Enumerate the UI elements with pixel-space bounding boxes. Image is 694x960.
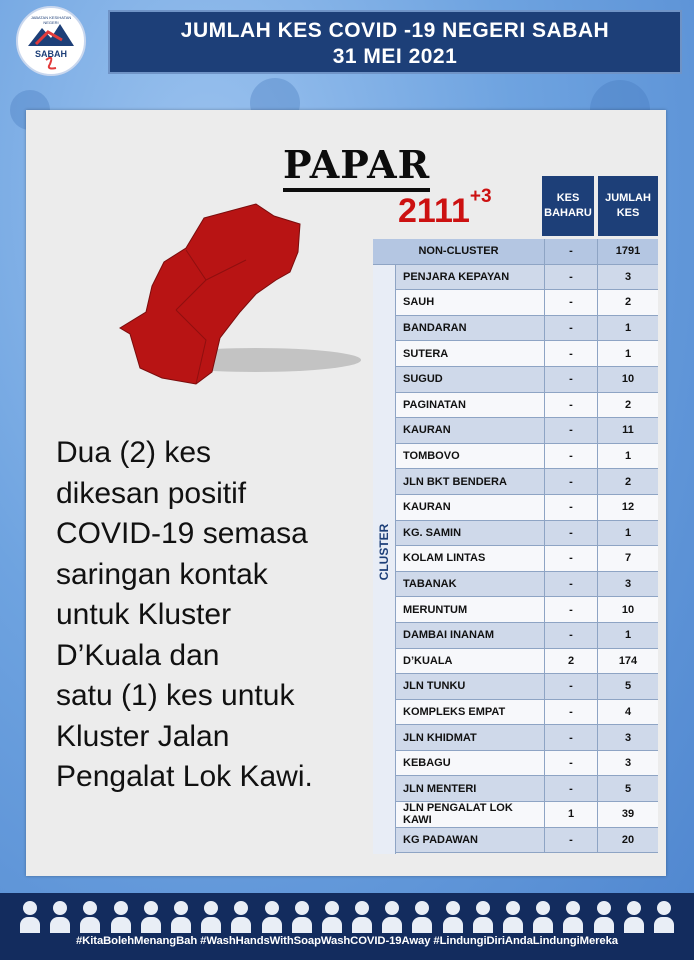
- frontliner-icon: [20, 899, 40, 933]
- cluster-name: PENJARA KEPAYAN: [373, 265, 544, 291]
- new-cases-cell: -: [544, 265, 597, 291]
- description-line: COVID-19 semasa: [56, 517, 308, 550]
- total-cases-cell: 1: [597, 623, 658, 649]
- new-cases-cell: -: [544, 725, 597, 751]
- frontliner-icon: [352, 899, 372, 933]
- cluster-name: D’KUALA: [373, 649, 544, 675]
- table-row: [373, 418, 658, 444]
- new-cases-cell: 2: [544, 649, 597, 675]
- cluster-table: [373, 239, 658, 853]
- table-row: [373, 572, 658, 598]
- frontliner-icon: [654, 899, 674, 933]
- logo-small-text: JABATAN KESIHATAN NEGERI: [30, 15, 72, 25]
- description-line: Pengalat Lok Kawi.: [56, 760, 313, 793]
- header-date: 31 MEI 2021: [332, 45, 458, 68]
- new-cases-cell: 1: [544, 802, 597, 828]
- cluster-name: BANDARAN: [373, 316, 544, 342]
- new-cases-cell: -: [544, 751, 597, 777]
- cluster-name: KAURAN: [373, 495, 544, 521]
- new-cases-cell: -: [544, 393, 597, 419]
- cluster-name: KAURAN: [373, 418, 544, 444]
- description-line: untuk Kluster: [56, 598, 232, 631]
- new-cases-cell: -: [544, 572, 597, 598]
- cluster-name: KOMPLEKS EMPAT: [373, 700, 544, 726]
- total-cases-cell: 2: [597, 290, 658, 316]
- description-line: D’Kuala dan: [56, 638, 220, 672]
- table-row: [373, 341, 658, 367]
- frontliner-icon: [80, 899, 100, 933]
- new-cases-cell: -: [544, 623, 597, 649]
- table-row: [373, 546, 658, 572]
- case-description: [56, 433, 376, 798]
- frontliner-icon: [412, 899, 432, 933]
- table-row: [373, 316, 658, 342]
- frontliner-icon: [533, 899, 553, 933]
- col-header-total: JUMLAH KES: [598, 176, 658, 236]
- new-cases-cell: -: [544, 828, 597, 854]
- table-row: [373, 290, 658, 316]
- table-row: [373, 725, 658, 751]
- frontliner-icon: [563, 899, 583, 933]
- total-cases-cell: 1: [597, 316, 658, 342]
- table-row: [373, 597, 658, 623]
- table-row: [373, 444, 658, 470]
- cluster-name: SAUH: [373, 290, 544, 316]
- cluster-name: PAGINATAN: [373, 393, 544, 419]
- cluster-name: TABANAK: [373, 572, 544, 598]
- col-header-new: KES BAHARU: [542, 176, 594, 236]
- total-cases-cell: 174: [597, 649, 658, 675]
- cluster-name: JLN BKT BENDERA: [373, 469, 544, 495]
- table-row: [373, 521, 658, 547]
- cluster-name: KG. SAMIN: [373, 521, 544, 547]
- frontliner-icon: [594, 899, 614, 933]
- total-cases-cell: 4: [597, 700, 658, 726]
- table-row: [373, 469, 658, 495]
- header-title: JUMLAH KES COVID -19 NEGERI SABAH: [180, 19, 610, 42]
- frontliner-icon: [201, 899, 221, 933]
- new-cases-cell: -: [544, 521, 597, 547]
- description-line: Dua (2) kes: [56, 436, 212, 469]
- table-row: [373, 776, 658, 802]
- total-cases-cell: 11: [597, 418, 658, 444]
- frontliner-icon: [503, 899, 523, 933]
- total-cases-cell: 10: [597, 367, 658, 393]
- frontliner-figures: [20, 899, 674, 935]
- description-line: satu (1) kes untuk: [56, 679, 295, 712]
- description-line: Kluster Jalan: [56, 719, 230, 753]
- frontliner-icon: [624, 899, 644, 933]
- page-header: [108, 10, 682, 74]
- cluster-name: DAMBAI INANAM: [373, 623, 544, 649]
- frontliner-icon: [473, 899, 493, 933]
- district-title: PAPAR: [283, 146, 430, 192]
- frontliner-icon: [141, 899, 161, 933]
- footer-hashtags: #KitaBolehMenangBah #WashHandsWithSoapWashCOVID-19Away #LindungiDiriAndaLindungiMereka: [76, 935, 618, 947]
- new-cases-cell: -: [544, 546, 597, 572]
- frontliner-icon: [50, 899, 70, 933]
- frontliner-icon: [322, 899, 342, 933]
- sabah-health-logo: [16, 6, 86, 76]
- new-cases-cell: -: [544, 700, 597, 726]
- cluster-name: KOLAM LINTAS: [373, 546, 544, 572]
- total-cases-cell: 5: [597, 674, 658, 700]
- frontliner-icon: [382, 899, 402, 933]
- cluster-name: KEBAGU: [373, 751, 544, 777]
- frontliner-icon: [443, 899, 463, 933]
- new-cases-cell: -: [544, 418, 597, 444]
- table-row: [373, 239, 658, 265]
- new-cases-cell: -: [544, 316, 597, 342]
- total-cases-cell: 1: [597, 444, 658, 470]
- total-cases-cell: 3: [597, 265, 658, 291]
- cluster-name: SUGUD: [373, 367, 544, 393]
- description-line: dikesan positif: [56, 476, 247, 510]
- cluster-group-bar: [373, 265, 396, 854]
- new-cases-cell: -: [544, 469, 597, 495]
- table-row: [373, 265, 658, 291]
- district-total: [398, 186, 492, 231]
- table-row: [373, 674, 658, 700]
- cluster-name: KG PADAWAN: [373, 828, 544, 854]
- table-row: [373, 393, 658, 419]
- district-map: [116, 200, 376, 400]
- cluster-name: JLN PENGALAT LOK KAWI: [373, 802, 544, 828]
- cluster-name: JLN MENTERI: [373, 776, 544, 802]
- cluster-name: MERUNTUM: [373, 597, 544, 623]
- total-cases-cell: 3: [597, 751, 658, 777]
- district-panel: [26, 110, 666, 876]
- footer-banner: [0, 893, 694, 960]
- frontliner-icon: [111, 899, 131, 933]
- new-cases-cell: -: [544, 239, 597, 265]
- cluster-label: CLUSTER: [377, 523, 391, 580]
- logo-name: SABAH: [34, 49, 67, 59]
- new-cases-cell: -: [544, 597, 597, 623]
- new-cases-cell: -: [544, 674, 597, 700]
- cluster-name: JLN TUNKU: [373, 674, 544, 700]
- total-cases-cell: 1791: [597, 239, 658, 265]
- total-cases-cell: 3: [597, 725, 658, 751]
- total-cases-cell: 20: [597, 828, 658, 854]
- table-row: [373, 495, 658, 521]
- total-cases-cell: 3: [597, 572, 658, 598]
- new-cases-cell: -: [544, 495, 597, 521]
- total-cases-cell: 2: [597, 469, 658, 495]
- cluster-name: TOMBOVO: [373, 444, 544, 470]
- table-row: [373, 367, 658, 393]
- table-row: [373, 649, 658, 675]
- table-row: [373, 802, 658, 828]
- total-cases-cell: 12: [597, 495, 658, 521]
- table-row: [373, 828, 658, 854]
- total-cases-cell: 1: [597, 341, 658, 367]
- frontliner-icon: [262, 899, 282, 933]
- table-row: [373, 700, 658, 726]
- description-line: saringan kontak: [56, 557, 268, 591]
- frontliner-icon: [231, 899, 251, 933]
- new-cases-cell: -: [544, 367, 597, 393]
- table-row: [373, 751, 658, 777]
- total-cases-cell: 10: [597, 597, 658, 623]
- total-cases-cell: 1: [597, 521, 658, 547]
- new-cases-cell: -: [544, 341, 597, 367]
- total-cases-cell: 39: [597, 802, 658, 828]
- total-cases-cell: 2: [597, 393, 658, 419]
- new-cases: +3: [469, 186, 492, 207]
- new-cases-cell: -: [544, 776, 597, 802]
- total-cases: 2111: [398, 192, 470, 230]
- frontliner-icon: [292, 899, 312, 933]
- new-cases-cell: -: [544, 444, 597, 470]
- table-row: [373, 623, 658, 649]
- frontliner-icon: [171, 899, 191, 933]
- total-cases-cell: 7: [597, 546, 658, 572]
- total-cases-cell: 5: [597, 776, 658, 802]
- cluster-name: NON-CLUSTER: [373, 239, 544, 265]
- new-cases-cell: -: [544, 290, 597, 316]
- cluster-name: JLN KHIDMAT: [373, 725, 544, 751]
- cluster-name: SUTERA: [373, 341, 544, 367]
